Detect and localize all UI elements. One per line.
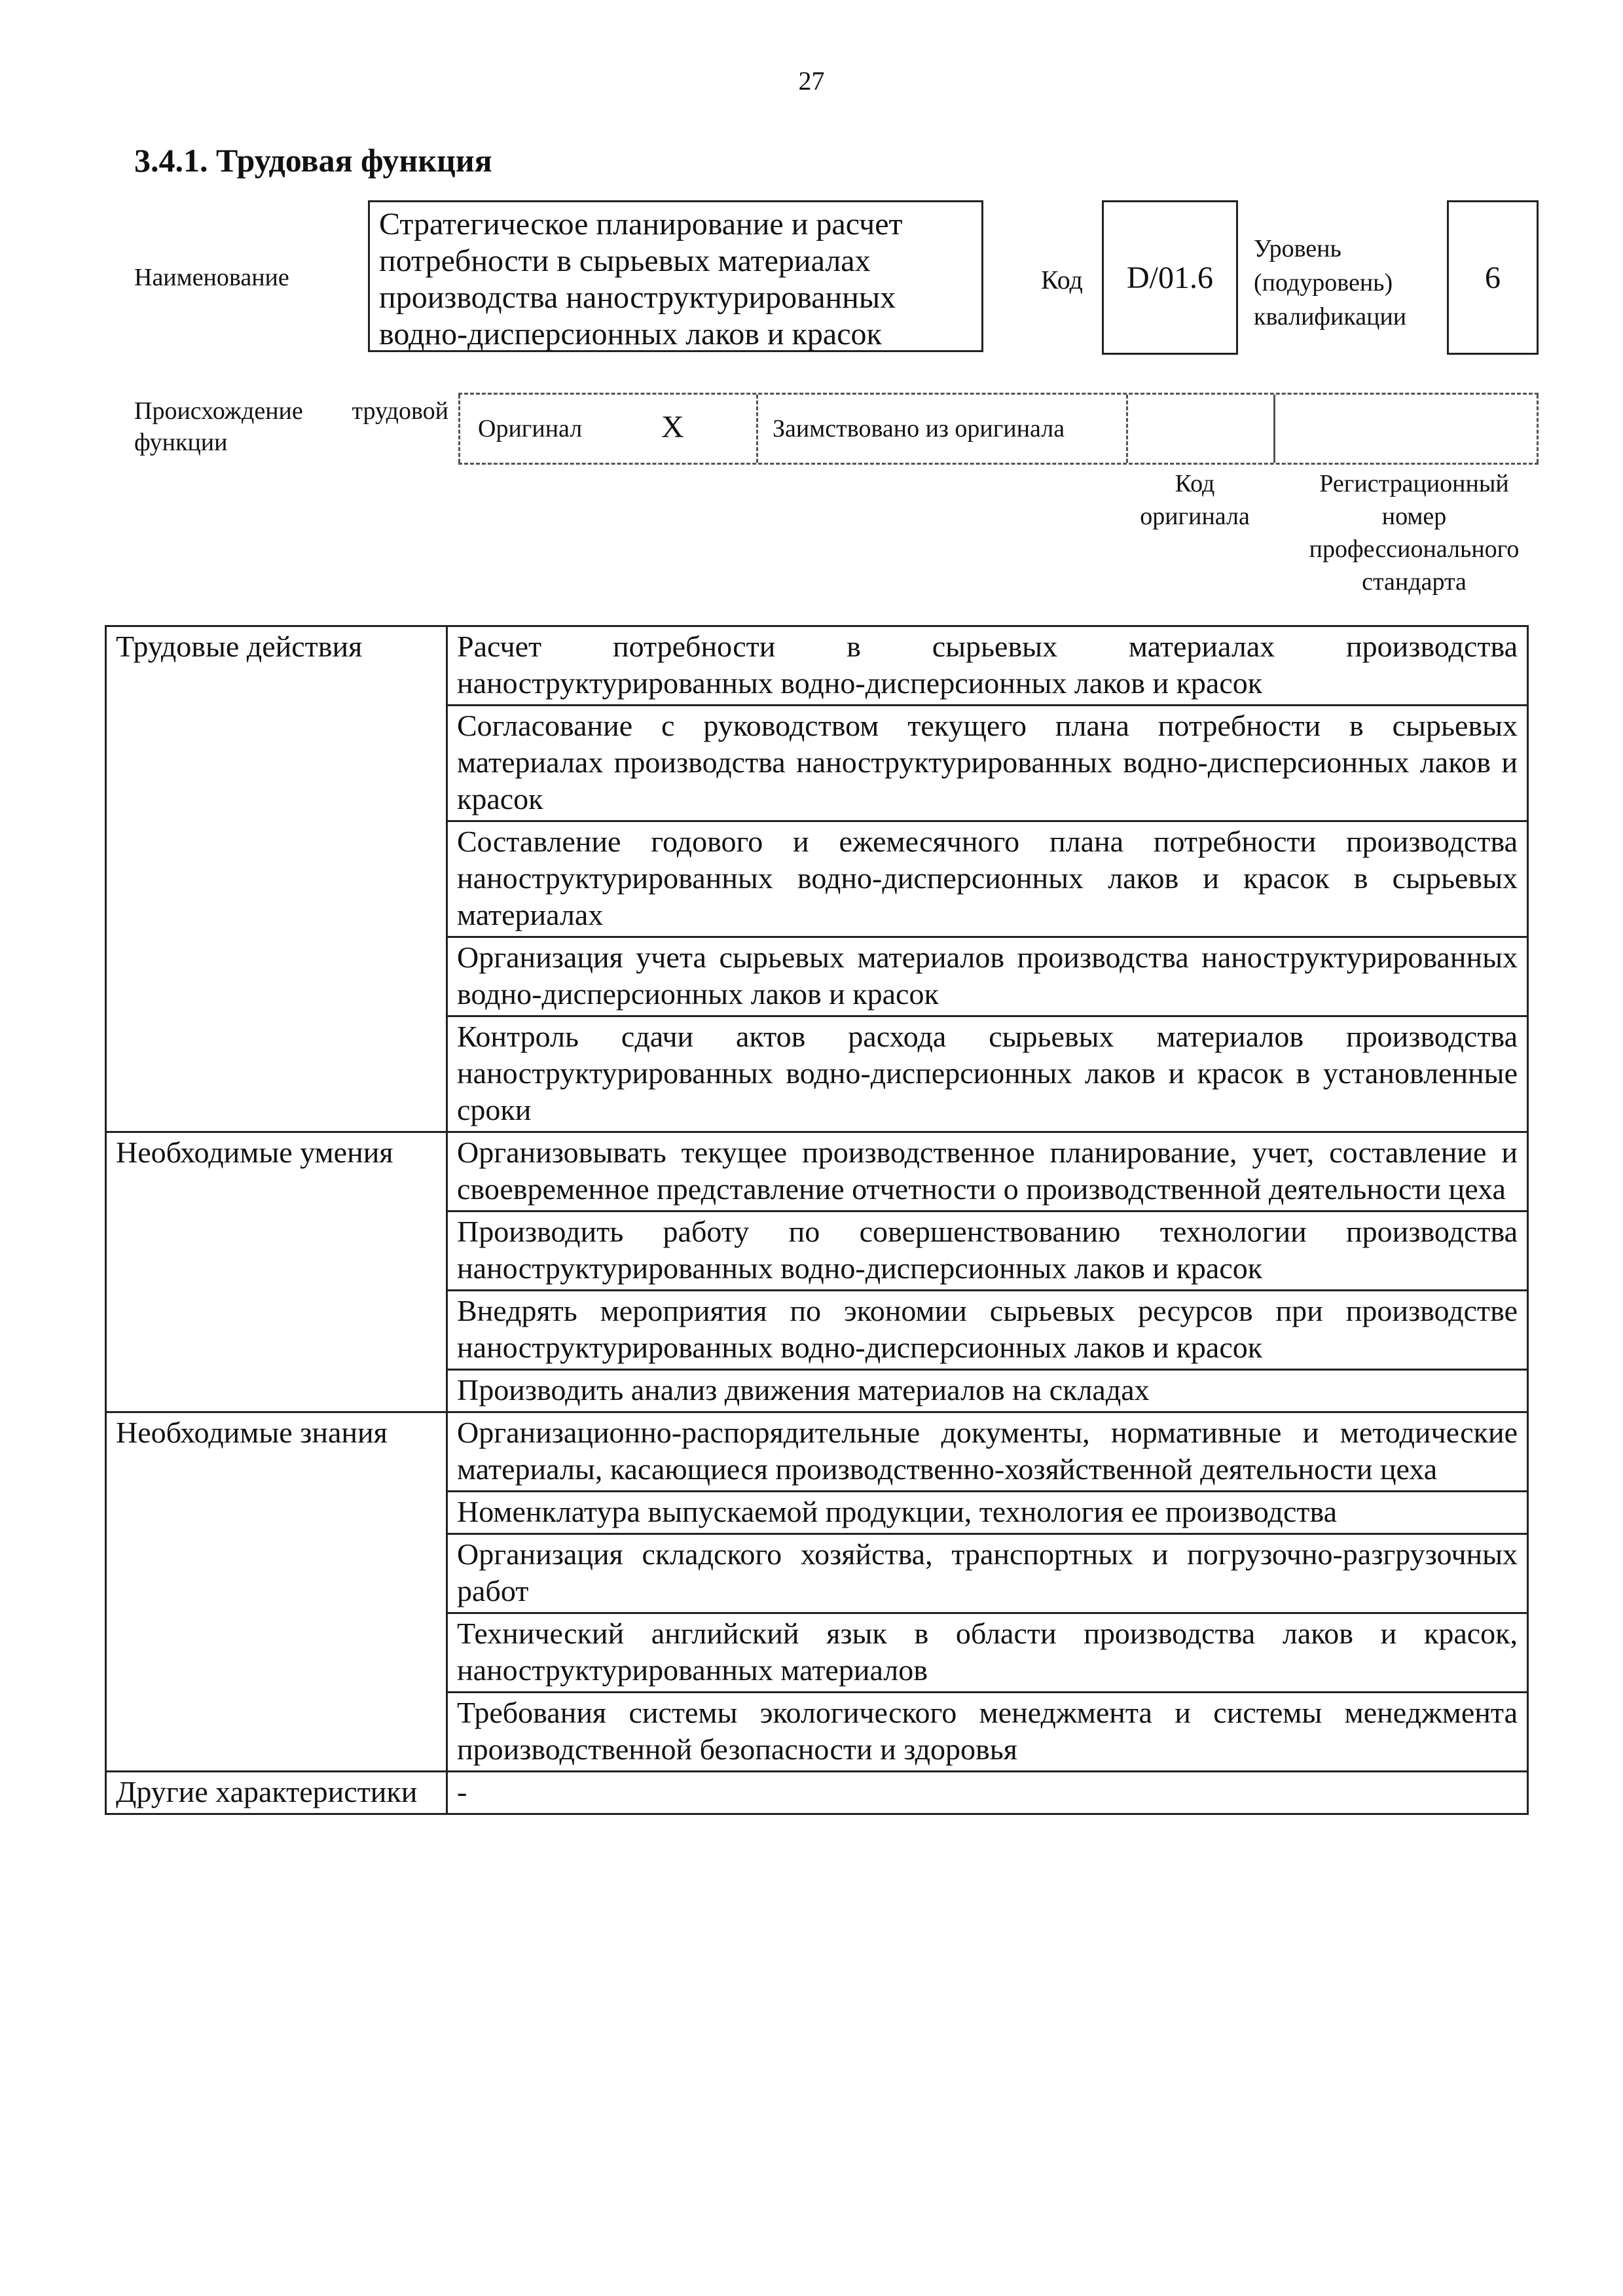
divider (1126, 395, 1128, 463)
table-cell: Требования системы экологического менеджмента и системы менеджмента производственной безопасности и здоровья (447, 1693, 1528, 1772)
code-value: D/01.6 (1127, 260, 1213, 295)
caption-line: номер (1381, 503, 1447, 530)
original-label: Оригинал (478, 415, 583, 442)
table-cell: Технический английский язык в области производства лаков и красок, наноструктурированных материалов (447, 1613, 1528, 1693)
level-label-line: (подуровень) (1254, 269, 1393, 296)
original-mark: X (661, 410, 684, 444)
table-cell: Организация складского хозяйства, транспортных и погрузочно-разгрузочных работ (447, 1534, 1528, 1613)
category-required-skills: Необходимые умения (106, 1132, 447, 1412)
level-label (1254, 232, 1406, 334)
table-cell: Производить работу по совершенствованию технологии производства наноструктурированных водно-дисперсионных лаков и красок (447, 1211, 1528, 1291)
section-title: 3.4.1. Трудовая функция (134, 142, 492, 179)
level-value: 6 (1485, 260, 1501, 295)
table-cell: Организация учета сырьевых материалов производства наноструктурированных водно-дисперсионных лаков и красок (447, 937, 1528, 1016)
divider (1273, 395, 1275, 463)
reg-number-caption (1283, 467, 1545, 598)
function-name-box (368, 200, 983, 352)
category-required-knowledge: Необходимые знания (106, 1412, 447, 1772)
code-value-box (1102, 200, 1238, 355)
table-row (106, 1412, 1528, 1492)
function-name-line: потребности в сырьевых материалах (379, 243, 871, 278)
origin-label: Происхождение трудовой функции (134, 397, 448, 456)
table-cell: Организовывать текущее производственное планирование, учет, составление и своевременное представление отчетности о производственной деятельности цеха (447, 1132, 1528, 1211)
divider (1537, 395, 1539, 463)
table-cell: - (447, 1772, 1528, 1814)
caption-line: стандарта (1362, 568, 1467, 596)
borrowed-label: Заимствовано из оригинала (773, 415, 1065, 442)
origin-row (458, 393, 1539, 465)
caption-line: профессионального (1309, 535, 1520, 563)
category-labor-actions: Трудовые действия (106, 626, 447, 1132)
function-name-line: производства наноструктурированных (379, 280, 896, 315)
caption-line: оригинала (1140, 503, 1250, 530)
table-cell: Согласование с руководством текущего плана потребности в сырьевых материалах производства наноструктурированных водно-дисперсионных лаков и красок (447, 706, 1528, 821)
level-value-box (1447, 200, 1539, 355)
table-cell: Составление годового и ежемесячного плана потребности производства наноструктурированных водно-дисперсионных лаков и красок в сырьевых материалах (447, 821, 1528, 937)
divider (458, 395, 460, 463)
name-label: Наименование (134, 264, 289, 291)
level-label-line: Уровень (1254, 235, 1341, 262)
function-name-line: Стратегическое планирование и расчет (379, 207, 903, 242)
divider (756, 395, 758, 463)
table-row (106, 626, 1528, 706)
table-cell: Производить анализ движения материалов на складах (447, 1370, 1528, 1412)
table-cell: Внедрять мероприятия по экономии сырьевых ресурсов при производстве наноструктурированных водно-дисперсионных лаков и красок (447, 1291, 1528, 1370)
table-row (106, 1772, 1528, 1814)
table-cell: Номенклатура выпускаемой продукции, технология ее производства (447, 1492, 1528, 1534)
code-label: Код (1041, 265, 1083, 295)
page-number: 27 (798, 66, 825, 96)
function-name-line: водно-дисперсионных лаков и красок (379, 317, 882, 351)
level-label-line: квалификации (1254, 303, 1407, 331)
table-cell: Организационно-распорядительные документы, нормативные и методические материалы, касающиеся производственно-хозяйственной деятельности цеха (447, 1412, 1528, 1492)
caption-line: Регистрационный (1319, 470, 1509, 497)
category-other-characteristics: Другие характеристики (106, 1772, 447, 1814)
table-cell: Контроль сдачи актов расхода сырьевых материалов производства наноструктурированных водно-дисперсионных лаков и красок в установленные сроки (447, 1016, 1528, 1132)
table-row (106, 1132, 1528, 1211)
caption-line: Код (1175, 470, 1215, 497)
original-code-caption (1106, 467, 1283, 533)
function-table (105, 625, 1529, 1815)
table-cell: Расчет потребности в сырьевых материалах производства наноструктурированных водно-дисперсионных лаков и красок (447, 626, 1528, 706)
